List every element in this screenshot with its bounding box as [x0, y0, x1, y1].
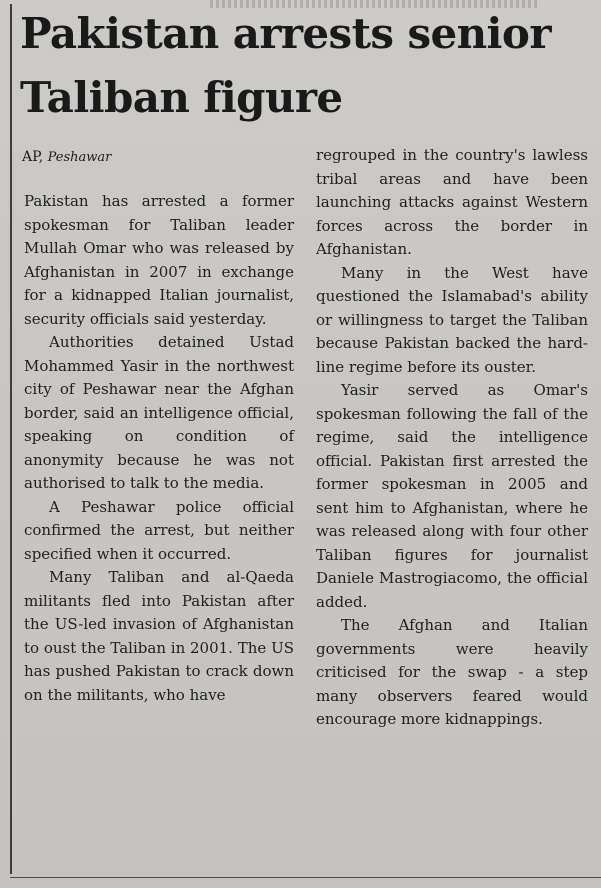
- paragraph: Yasir served as Omar's spokesman following the fall of the regime, said the intelligence official. Pakistan first arrested the former spokesman in 2005 and sent him to Afghanistan, where he was released along with four other Taliban figures for journalist Daniele Mastrogiacomo, the official added.: [316, 381, 588, 611]
- paragraph-continued: regrouped in the country's lawless tribal areas and have been launching attacks against Western forces across the border in Afghanistan.: [316, 146, 588, 258]
- column-rule: [10, 4, 12, 874]
- paragraph: Many in the West have questioned the Islamabad's ability or willingness to target the Taliban because Pakistan backed the hard-line regime before its ouster.: [316, 263, 588, 376]
- paragraph: Authorities detained Ustad Mohammed Yasir in the northwest city of Peshawar near the Afghan border, said an intelligence official, speaking on condition of anonymity because he was not authorised to talk to the media.: [24, 333, 294, 492]
- headline: Pakistan arrests senior Taliban figure: [20, 9, 551, 122]
- bottom-rule: [10, 877, 601, 878]
- paragraph: Many Taliban and al-Qaeda militants fled into Pakistan after the US-led invasion of Afghanistan to oust the Taliban in 2001. The US has pushed Pakistan to crack down on the militants, who have: [24, 568, 294, 704]
- byline-place: Peshawar: [47, 150, 112, 165]
- paragraph: The Afghan and Italian governments were heavily criticised for the swap - a step many observers feared would encourage more kidnappings.: [316, 616, 588, 728]
- right-column: [316, 144, 588, 732]
- left-column: [24, 190, 294, 707]
- paragraph: A Peshawar police official confirmed the arrest, but neither specified when it occurred.: [24, 497, 294, 563]
- paragraph: Pakistan has arrested a former spokesman for Taliban leader Mullah Omar who was released by Afghanistan in 2007 in exchange for a kidnapped Italian journalist, security officials said yesterday.: [24, 192, 294, 328]
- byline-agency: AP,: [22, 149, 44, 165]
- byline: [22, 148, 111, 167]
